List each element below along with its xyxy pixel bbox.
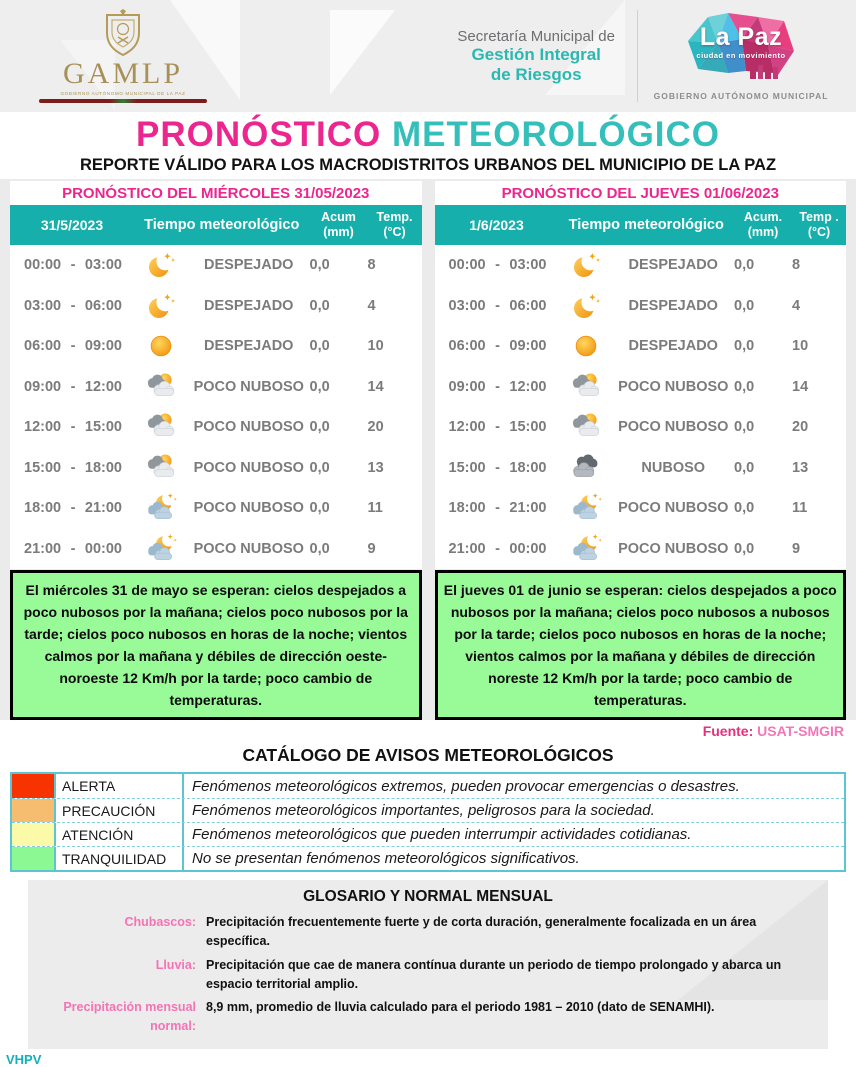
catalog-title: CATÁLOGO DE AVISOS METEOROLÓGICOS — [242, 745, 614, 766]
sun-cloud-icon — [568, 410, 604, 444]
time-from: 00:00 — [448, 257, 486, 273]
time-dash: - — [495, 540, 500, 557]
condition-cell: NUBOSO — [641, 459, 706, 476]
weather-icon-cell — [559, 289, 613, 323]
time-to: 03:00 — [509, 257, 547, 273]
forecast-row — [10, 326, 422, 367]
moon-cloud-icon — [143, 491, 179, 525]
forecast-column-thursday — [435, 181, 847, 721]
glossary-entry — [36, 956, 820, 994]
acum-cell: 0,0 — [734, 257, 755, 273]
forecast-row — [10, 447, 422, 488]
temp-cell: 13 — [367, 459, 384, 476]
column-header-temp-line: Temp. — [376, 209, 413, 224]
weather-icon-cell — [559, 491, 613, 525]
time-to: 09:00 — [509, 338, 547, 354]
condition-cell: POCO NUBOSO — [618, 540, 729, 557]
time-dash: - — [70, 459, 76, 476]
forecast-row — [10, 285, 422, 326]
temp-cell: 11 — [367, 500, 383, 516]
column-header-date: 31/5/2023 — [40, 216, 104, 233]
time-dash: - — [70, 540, 76, 557]
moon-cloud-icon — [568, 491, 604, 525]
page-title-part2: METEOROLÓGICO — [392, 115, 721, 154]
temp-cell: 8 — [792, 257, 801, 273]
forecast-table-body — [10, 245, 422, 569]
acum-cell: 0,0 — [309, 257, 330, 273]
column-header-temp-line: Temp . — [799, 209, 839, 224]
forecast-row — [435, 447, 847, 488]
time-to: 12:00 — [84, 378, 122, 395]
time-dash: - — [495, 500, 500, 516]
condition-cell: DESPEJADO — [628, 297, 718, 314]
time-range-cell — [435, 500, 559, 516]
time-from: 00:00 — [24, 257, 62, 273]
time-to: 06:00 — [84, 297, 122, 314]
time-range-cell — [435, 257, 559, 273]
time-to: 15:00 — [84, 419, 122, 435]
forecast-table-body — [435, 245, 847, 569]
time-dash: - — [495, 419, 500, 435]
tranquilidad-color-swatch — [12, 847, 56, 870]
source-label: Fuente: — [702, 723, 754, 740]
forecast-row — [10, 366, 422, 407]
gamlp-logo — [28, 9, 218, 103]
gamlp-ribbon — [39, 99, 207, 103]
forecast-table-title: PRONÓSTICO DEL JUEVES 01/06/2023 — [501, 184, 779, 202]
time-from: 15:00 — [448, 459, 486, 476]
secretaria-title — [457, 28, 615, 84]
column-header-temp-line: (°C) — [807, 224, 831, 239]
forecast-row — [435, 366, 847, 407]
weather-icon-cell — [134, 289, 188, 323]
weather-icon-cell — [134, 491, 188, 525]
moon-stars-icon — [568, 248, 604, 282]
time-to: 00:00 — [84, 540, 122, 557]
acum-cell: 0,0 — [734, 459, 755, 476]
column-header-acum-line: (mm) — [323, 224, 354, 239]
time-range-cell — [435, 298, 559, 314]
header-divider — [637, 10, 638, 102]
lapaz-wordmark: La Paz — [699, 23, 783, 51]
time-to: 12:00 — [509, 378, 547, 395]
banner-polygon — [330, 10, 395, 95]
source-line — [0, 720, 856, 741]
weather-icon-cell — [134, 451, 188, 485]
forecast-section — [0, 179, 856, 721]
time-range-cell — [435, 541, 559, 557]
time-to: 03:00 — [84, 257, 122, 273]
moon-stars-icon — [143, 289, 179, 323]
condition-cell: DESPEJADO — [628, 338, 718, 354]
time-dash: - — [495, 459, 500, 476]
time-from: 03:00 — [448, 297, 486, 314]
time-range-cell — [435, 419, 559, 435]
glossary-term: Lluvia: — [155, 957, 196, 972]
time-dash: - — [70, 297, 76, 314]
time-from: 18:00 — [448, 500, 486, 516]
forecast-summary-text: El miércoles 31 de mayo se esperan: cielos despejados a poco nubosos por la mañana; cielos poco nubosos por la tarde; cielos poco nubosos en horas de la noche; vientos calmos por la mañana y débiles de dirección oeste-noroeste 12 Km/h por la tarde; poco cambio de temperaturas. — [23, 581, 408, 709]
temp-cell: 20 — [367, 419, 384, 435]
condition-cell: POCO NUBOSO — [193, 500, 304, 516]
catalog-row — [12, 846, 844, 870]
catalog-level-label: PRECAUCIÓN — [56, 799, 184, 822]
column-header-weather: Tiempo meteorológico — [144, 216, 300, 233]
time-from: 06:00 — [24, 338, 62, 354]
temp-cell: 8 — [367, 257, 376, 273]
acum-cell: 0,0 — [734, 419, 755, 435]
temp-cell: 14 — [367, 378, 384, 395]
weather-icon-cell — [134, 410, 188, 444]
column-header-acum-line: Acum. — [743, 209, 783, 224]
catalog-level-label: ATENCIÓN — [56, 823, 184, 846]
gamlp-crest-icon — [95, 9, 151, 61]
catalog-level-description: Fenómenos meteorológicos que pueden interrumpir actividades cotidianas. — [192, 826, 692, 844]
page-title-part1: PRONÓSTICO — [135, 115, 382, 154]
sun-icon — [568, 329, 604, 363]
time-from: 12:00 — [24, 419, 62, 435]
temp-cell: 10 — [367, 338, 384, 354]
forecast-row — [10, 245, 422, 286]
temp-cell: 4 — [367, 297, 376, 314]
time-to: 00:00 — [509, 540, 547, 557]
forecast-summary-box — [10, 570, 422, 721]
weather-icon-cell — [559, 532, 613, 566]
glossary-title: GLOSARIO Y NORMAL MENSUAL — [303, 888, 553, 906]
acum-cell: 0,0 — [734, 338, 755, 354]
time-from: 21:00 — [24, 540, 62, 557]
column-header-acum — [734, 210, 792, 240]
time-from: 06:00 — [448, 338, 486, 354]
time-to: 09:00 — [84, 338, 122, 354]
time-from: 09:00 — [448, 378, 486, 395]
column-header-acum — [310, 210, 368, 240]
time-dash: - — [70, 500, 76, 516]
catalog-level-label: ALERTA — [56, 774, 184, 798]
glossary-definition: Precipitación que cae de manera contínua durante un periodo de tiempo prolongado y abarca un espacio territorial amplio. — [206, 957, 782, 991]
condition-cell: DESPEJADO — [204, 338, 294, 354]
forecast-row — [435, 528, 847, 569]
atención-color-swatch — [12, 823, 56, 846]
catalog-section — [0, 741, 856, 872]
acum-cell: 0,0 — [734, 297, 755, 314]
acum-cell: 0,0 — [309, 419, 330, 435]
time-dash: - — [495, 338, 500, 354]
time-to: 15:00 — [509, 419, 547, 435]
sun-cloud-icon — [143, 410, 179, 444]
forecast-summary-text: El jueves 01 de junio se esperan: cielos despejados a poco nubosos por la mañana; cielos poco nubosos a nubosos por la tarde; cielos poco nubosos en horas de la noche; vientos calmos por la mañana y débiles de dirección noreste 12 Km/h por la tarde; poco cambio de temperaturas. — [443, 581, 837, 709]
time-from: 12:00 — [448, 419, 486, 435]
time-dash: - — [70, 419, 76, 435]
acum-cell: 0,0 — [734, 540, 755, 557]
time-range-cell — [10, 541, 134, 557]
column-header-acum-line: Acum — [321, 209, 356, 224]
forecast-table-title: PRONÓSTICO DEL MIÉRCOLES 31/05/2023 — [62, 184, 370, 202]
temp-cell: 9 — [367, 540, 376, 557]
forecast-row — [10, 528, 422, 569]
weather-icon-cell — [559, 410, 613, 444]
forecast-table-header — [435, 205, 847, 245]
weather-icon-cell — [559, 370, 613, 404]
glossary-entries — [36, 913, 820, 1036]
secretaria-line: Secretaría Municipal de — [457, 27, 615, 45]
time-dash: - — [495, 257, 500, 273]
glossary-entry — [36, 913, 820, 951]
catalog-table — [10, 772, 846, 872]
catalog-level-description: No se presentan fenómenos meteorológicos significativos. — [192, 850, 580, 868]
moon-stars-icon — [568, 289, 604, 323]
forecast-row — [435, 488, 847, 529]
lapaz-logo — [652, 11, 830, 101]
lapaz-tagline: ciudad en movimiento — [696, 51, 786, 60]
condition-cell: DESPEJADO — [204, 257, 294, 273]
weather-icon-cell — [559, 451, 613, 485]
temp-cell: 20 — [792, 419, 809, 435]
time-dash: - — [70, 257, 76, 273]
glossary-definition: 8,9 mm, promedio de lluvia calculado para el periodo 1981 – 2010 (dato de SENAMHI). — [206, 1000, 715, 1015]
header-banner — [0, 0, 856, 112]
alerta-color-swatch — [12, 774, 56, 798]
forecast-row — [435, 245, 847, 286]
time-range-cell — [10, 298, 134, 314]
moon-cloud-icon — [568, 532, 604, 566]
condition-cell: POCO NUBOSO — [193, 459, 304, 476]
time-from: 03:00 — [24, 297, 62, 314]
glossary-entry — [36, 998, 820, 1036]
condition-cell: POCO NUBOSO — [193, 540, 304, 557]
time-to: 06:00 — [509, 297, 547, 314]
time-range-cell — [10, 338, 134, 354]
lapaz-government-label: GOBIERNO AUTÓNOMO MUNICIPAL — [653, 91, 829, 101]
column-header-temp — [368, 210, 422, 240]
column-header-temp-line: (°C) — [383, 224, 406, 239]
glossary-term: Chubascos: — [124, 915, 196, 930]
column-header-acum-line: (mm) — [747, 224, 779, 239]
dark-clouds-icon — [568, 451, 604, 485]
glossary-term: Precipitación mensual normal: — [63, 1000, 196, 1034]
acum-cell: 0,0 — [309, 459, 330, 476]
gamlp-wordmark: GAMLP — [62, 57, 183, 90]
acum-cell: 0,0 — [734, 378, 755, 395]
forecast-column-wednesday — [10, 181, 422, 721]
time-range-cell — [10, 257, 134, 273]
temp-cell: 4 — [792, 297, 801, 314]
catalog-row — [12, 774, 844, 798]
time-to: 21:00 — [84, 500, 122, 516]
gamlp-subtitle: GOBIERNO AUTÓNOMO MUNICIPAL DE LA PAZ — [60, 91, 186, 96]
catalog-level-description: Fenómenos meteorológicos importantes, peligrosos para la sociedad. — [192, 802, 655, 820]
forecast-row — [435, 407, 847, 448]
condition-cell: POCO NUBOSO — [618, 419, 729, 435]
forecast-table-card — [435, 181, 847, 569]
weather-icon-cell — [134, 248, 188, 282]
time-from: 15:00 — [24, 459, 62, 476]
secretaria-line: de Riesgos — [490, 64, 582, 84]
condition-cell: DESPEJADO — [204, 297, 294, 314]
temp-cell: 9 — [792, 540, 801, 557]
forecast-row — [10, 407, 422, 448]
time-from: 21:00 — [448, 540, 486, 557]
time-range-cell — [435, 460, 559, 476]
time-range-cell — [435, 338, 559, 354]
catalog-row — [12, 798, 844, 822]
time-from: 18:00 — [24, 500, 62, 516]
time-dash: - — [495, 297, 500, 314]
page-title — [0, 112, 856, 154]
time-to: 21:00 — [509, 500, 547, 516]
source-value: USAT-SMGIR — [757, 723, 844, 740]
condition-cell: POCO NUBOSO — [193, 378, 304, 395]
weather-icon-cell — [559, 329, 613, 363]
time-range-cell — [435, 379, 559, 395]
secretaria-line: Gestión Integral — [471, 45, 601, 65]
acum-cell: 0,0 — [734, 500, 755, 516]
forecast-row — [10, 488, 422, 529]
precaución-color-swatch — [12, 799, 56, 822]
forecast-row — [435, 326, 847, 367]
temp-cell: 11 — [792, 500, 808, 516]
condition-cell: POCO NUBOSO — [193, 419, 304, 435]
forecast-table-header — [10, 205, 422, 245]
condition-cell: DESPEJADO — [628, 257, 718, 273]
temp-cell: 14 — [792, 378, 809, 395]
condition-cell: POCO NUBOSO — [618, 500, 729, 516]
acum-cell: 0,0 — [309, 500, 330, 516]
time-dash: - — [495, 378, 500, 395]
column-header-temp — [792, 210, 846, 240]
sun-cloud-icon — [143, 370, 179, 404]
temp-cell: 13 — [792, 459, 809, 476]
author-initials: VHPV — [6, 1051, 42, 1067]
catalog-row — [12, 822, 844, 846]
forecast-summary-box — [435, 570, 847, 721]
moon-cloud-icon — [143, 532, 179, 566]
acum-cell: 0,0 — [309, 540, 330, 557]
condition-cell: POCO NUBOSO — [618, 378, 729, 395]
time-to: 18:00 — [84, 459, 122, 476]
acum-cell: 0,0 — [309, 297, 330, 314]
weather-icon-cell — [134, 532, 188, 566]
glossary-definition: Precipitación frecuentemente fuerte y de corta duración, generalmente focalizada en un área específica. — [206, 915, 757, 949]
sun-icon — [143, 329, 179, 363]
forecast-row — [435, 285, 847, 326]
acum-cell: 0,0 — [309, 378, 330, 395]
column-header-date: 1/6/2023 — [469, 216, 524, 233]
time-dash: - — [70, 338, 76, 354]
weather-icon-cell — [134, 370, 188, 404]
weather-icon-cell — [559, 248, 613, 282]
time-from: 09:00 — [24, 378, 62, 395]
sun-cloud-icon — [568, 370, 604, 404]
time-range-cell — [10, 500, 134, 516]
column-header-weather: Tiempo meteorológico — [568, 216, 724, 233]
temp-cell: 10 — [792, 338, 809, 354]
weather-icon-cell — [134, 329, 188, 363]
sun-cloud-icon — [143, 451, 179, 485]
time-range-cell — [10, 379, 134, 395]
time-to: 18:00 — [509, 459, 547, 476]
report-subtitle: REPORTE VÁLIDO PARA LOS MACRODISTRITOS URBANOS DEL MUNICIPIO DE LA PAZ — [79, 155, 777, 174]
time-range-cell — [10, 419, 134, 435]
acum-cell: 0,0 — [309, 338, 330, 354]
moon-stars-icon — [143, 248, 179, 282]
time-dash: - — [70, 378, 76, 395]
catalog-level-label: TRANQUILIDAD — [56, 847, 184, 870]
forecast-table-card — [10, 181, 422, 569]
catalog-level-description: Fenómenos meteorológicos extremos, pueden provocar emergencias o desastres. — [192, 777, 740, 795]
time-range-cell — [10, 460, 134, 476]
